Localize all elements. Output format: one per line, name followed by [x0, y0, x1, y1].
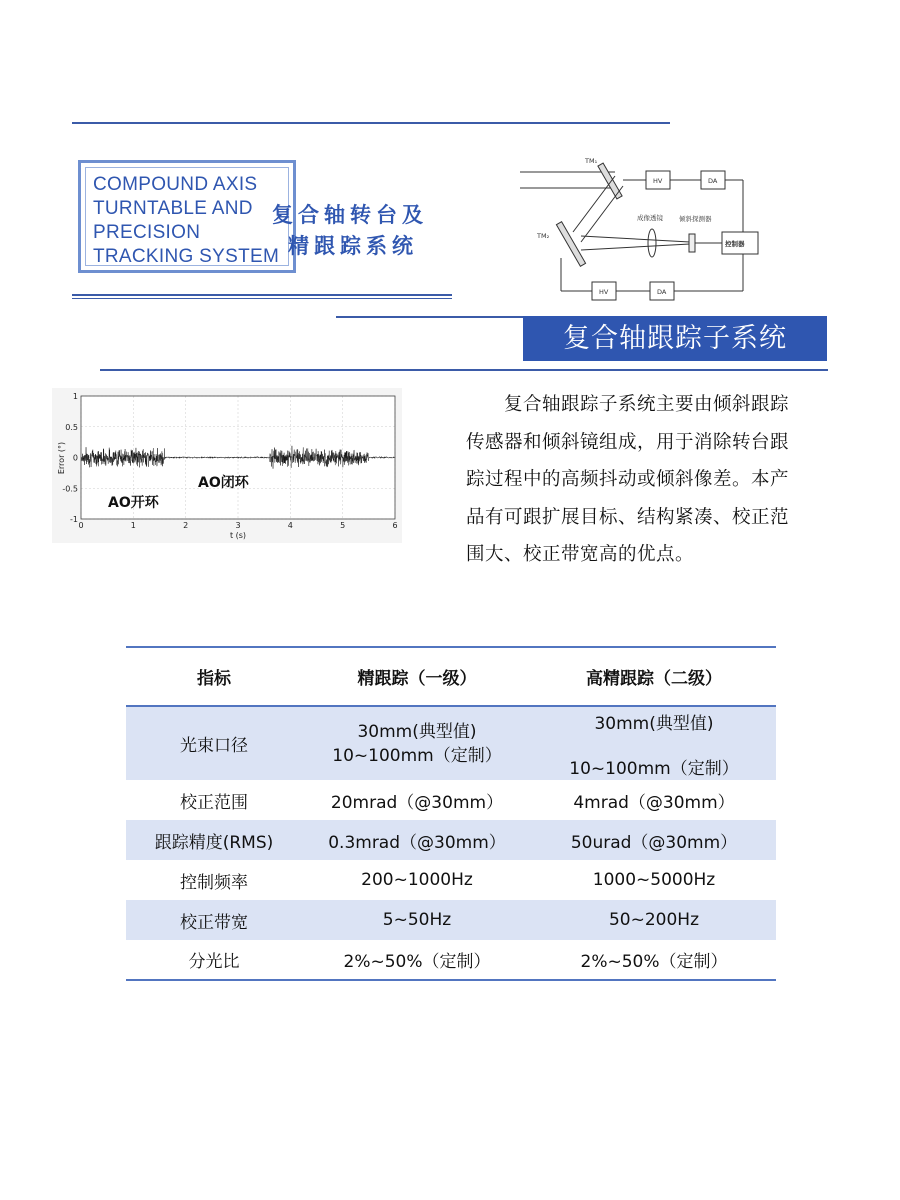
title-chinese	[272, 200, 447, 262]
spec-table	[126, 646, 776, 981]
label-tm2: TM₂	[537, 232, 550, 240]
row-level2: 1000~5000Hz	[592, 870, 716, 890]
title-cn-line: 精跟踪系统	[288, 234, 418, 258]
row-level1: 200~1000Hz	[361, 870, 473, 890]
y-tick-label: 0.5	[65, 422, 78, 432]
section-title: 复合轴跟踪子系统	[523, 316, 827, 361]
row-label: 校正带宽	[180, 912, 248, 933]
table-row	[126, 860, 776, 900]
row-label: 光束口径	[180, 736, 248, 756]
y-tick-label: 0	[72, 453, 78, 463]
label-lens: 成像透镜	[637, 214, 663, 222]
double-rule-a	[72, 294, 452, 296]
optical-diagram	[515, 150, 765, 305]
double-rule-b	[72, 298, 452, 299]
top-rule	[72, 122, 670, 124]
row-level2: 4mrad（@30mm）	[573, 792, 735, 813]
cell-line: 30mm(典型值)	[357, 721, 477, 742]
title-cn-line: 复合轴转台及	[272, 203, 428, 227]
description	[466, 386, 821, 574]
cell-line: 10~100mm（定制）	[569, 759, 739, 779]
row-label: 控制频率	[180, 872, 248, 893]
row-level1: 5~50Hz	[382, 910, 452, 930]
row-label: 分光比	[126, 940, 302, 980]
x-tick-label: 6	[392, 521, 398, 530]
label-detector: 倾斜探测器	[679, 215, 712, 223]
x-tick-label: 0	[78, 521, 84, 530]
label-hv-bottom: HV	[599, 288, 609, 296]
description-line: 品有可跟扩展目标、结构紧凑、校正范	[466, 506, 790, 528]
description-line: 传感器和倾斜镜组成，用于消除转台跟	[466, 431, 790, 453]
description-line: 复合轴跟踪子系统主要由倾斜跟踪	[466, 394, 790, 415]
description-line: 围大、校正带宽高的优点。	[466, 544, 695, 565]
row-level2: 50~200Hz	[608, 910, 700, 930]
table-row	[126, 820, 776, 860]
y-tick-label: -1	[70, 515, 78, 524]
table-row	[126, 940, 776, 980]
row-level1: 2%~50%（定制）	[302, 940, 532, 980]
annotation-ao-open: AO开环	[108, 495, 159, 511]
x-tick-label: 5	[340, 521, 346, 530]
chart-x-label: t (s)	[229, 531, 247, 540]
row-level1	[302, 706, 532, 780]
x-tick-label: 1	[130, 521, 136, 530]
row-level1: 20mrad（@30mm）	[330, 792, 504, 813]
label-tm1: TM₁	[585, 157, 598, 165]
cell-line: 10~100mm（定制）	[332, 745, 502, 766]
row-level2	[532, 706, 776, 780]
header-level2: 高精跟踪（二级）	[532, 647, 776, 706]
x-tick-label: 4	[287, 521, 293, 530]
label-da-bottom: DA	[657, 288, 667, 296]
y-tick-label: -0.5	[62, 484, 78, 494]
x-tick-label: 2	[183, 521, 189, 530]
table-header-row	[126, 647, 776, 706]
label-controller: 控制器	[725, 240, 745, 248]
chart-y-label: Error (°)	[57, 441, 66, 475]
table-row	[126, 780, 776, 820]
cell-line: 30mm(典型值)	[594, 714, 714, 734]
error-chart	[52, 388, 402, 543]
section-rule-left	[336, 316, 524, 318]
table-row	[126, 900, 776, 940]
title-en-line: PRECISION	[93, 222, 201, 243]
row-label: 校正范围	[180, 792, 248, 813]
row-label: 跟踪精度(RMS)	[154, 832, 274, 853]
title-en-line: TURNTABLE AND	[93, 198, 253, 219]
description-line: 踪过程中的高频抖动或倾斜像差。本产	[466, 469, 790, 490]
row-level2: 2%~50%（定制）	[532, 940, 776, 980]
table-row	[126, 706, 776, 780]
title-en-line: TRACKING SYSTEM	[93, 246, 280, 267]
y-tick-label: 1	[72, 392, 78, 401]
header-level1: 精跟踪（一级）	[302, 647, 532, 706]
title-en-line: COMPOUND AXIS	[93, 174, 258, 195]
row-level2: 50urad（@30mm）	[570, 832, 738, 853]
section-rule-bottom	[100, 369, 828, 371]
x-tick-label: 3	[235, 521, 241, 530]
label-hv-top: HV	[653, 177, 663, 185]
label-da-top: DA	[708, 177, 718, 185]
annotation-ao-closed: AO闭环	[198, 475, 249, 491]
title-english	[93, 173, 293, 269]
header-metric: 指标	[126, 647, 302, 706]
row-level1: 0.3mrad（@30mm）	[328, 832, 506, 853]
